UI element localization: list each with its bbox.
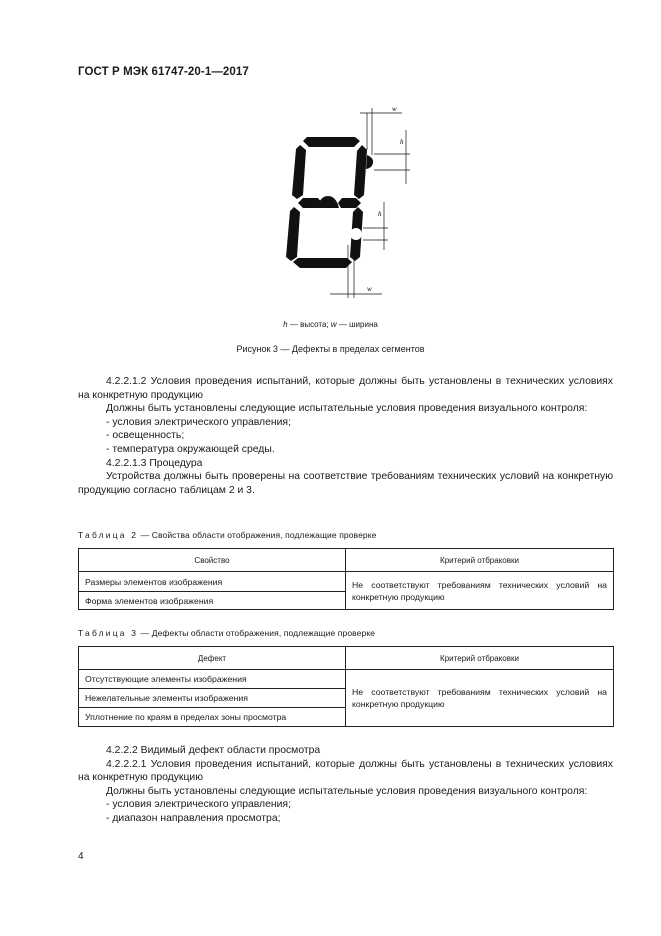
defect-bump-upper xyxy=(366,155,373,169)
defect-notch xyxy=(350,228,362,240)
table2-criterion: Не соответствуют требованиям технических условий на конкретную продукцию xyxy=(346,572,614,610)
table2-title-prefix: Таблица 2 xyxy=(78,530,139,540)
figure-legend xyxy=(0,320,661,329)
dim-label-h-top: h xyxy=(400,138,404,146)
list-item: - диапазон направления просмотра; xyxy=(106,812,281,824)
table3-criterion: Не соответствуют требованиям технических условий на конкретную продукцию xyxy=(346,670,614,727)
paragraph: 4.2.2.2.1 Условия проведения испытаний, которые должны быть установлены в технических условиях на конкретную продукцию xyxy=(78,758,613,784)
list-item: - условия электрического управления; xyxy=(106,416,291,428)
table2-title xyxy=(78,530,376,540)
figure-caption: Рисунок 3 — Дефекты в пределах сегментов xyxy=(236,344,425,354)
legend-w: w xyxy=(330,320,337,329)
table2-header-property: Свойство xyxy=(79,549,346,572)
table3-title xyxy=(78,628,375,638)
dim-label-h-bottom: h xyxy=(378,210,382,218)
section-heading: 4.2.2.2 Видимый дефект области просмотра xyxy=(106,745,321,756)
table3-header-criterion: Критерий отбраковки xyxy=(346,647,614,670)
segment-top xyxy=(303,137,360,147)
legend-height: — высота; xyxy=(287,320,331,329)
paragraph: 4.2.2.1.2 Условия проведения испытаний, которые должны быть установлены в технических условиях на конкретную продукцию xyxy=(78,376,613,401)
table3 xyxy=(78,646,614,727)
table2-title-rest: — Свойства области отображения, подлежащие проверке xyxy=(138,530,377,540)
document-header: ГОСТ Р МЭК 61747-20-1—2017 xyxy=(78,66,249,78)
segment-upper-right xyxy=(354,145,367,199)
table-cell: Отсутствующие элементы изображения xyxy=(79,670,346,689)
list-item: - температура окружающей среды. xyxy=(106,443,275,455)
body-section-1 xyxy=(78,375,613,497)
segment-lower-left xyxy=(286,207,300,261)
segment-defects-figure xyxy=(270,100,410,305)
paragraph: Устройства должны быть проверены на соответствие требованиям технических условий на конкретную продукцию согласно таблицам 2 и 3. xyxy=(78,471,613,496)
paragraph: 4.2.2.1.3 Процедура xyxy=(106,457,203,469)
body-section-2 xyxy=(78,744,613,826)
table-cell: Размеры элементов изображения xyxy=(79,572,346,592)
segment-middle-right xyxy=(338,198,361,208)
table3-header-defect: Дефект xyxy=(79,647,346,670)
table-cell: Форма элементов изображения xyxy=(79,592,346,610)
paragraph: Должны быть установлены следующие испытательные условия проведения визуального контроля: xyxy=(106,403,588,415)
segment-upper-left xyxy=(292,145,306,199)
dim-label-w-bottom: w xyxy=(367,285,372,293)
page-number: 4 xyxy=(78,851,84,862)
seven-segment-digit xyxy=(286,137,373,268)
table3-title-prefix: Таблица 3 xyxy=(78,628,139,638)
dim-label-w-top: w xyxy=(392,105,397,113)
table2-header-criterion: Критерий отбраковки xyxy=(346,549,614,572)
defect-middle-blob xyxy=(317,196,339,208)
list-item: - освещенность; xyxy=(106,430,185,442)
list-item: - условия электрического управления; xyxy=(106,799,291,811)
paragraph: Должны быть установлены следующие испытательные условия проведения визуального контроля: xyxy=(106,785,588,797)
segment-bottom xyxy=(293,258,352,268)
table2 xyxy=(78,548,614,610)
legend-width: — ширина xyxy=(336,320,378,329)
legend-h: h xyxy=(283,320,288,329)
table-cell: Уплотнение по краям в пределах зоны просмотра xyxy=(79,708,346,727)
table-cell: Нежелательные элементы изображения xyxy=(79,689,346,708)
table3-title-rest: — Дефекты области отображения, подлежащие проверке xyxy=(138,628,376,638)
